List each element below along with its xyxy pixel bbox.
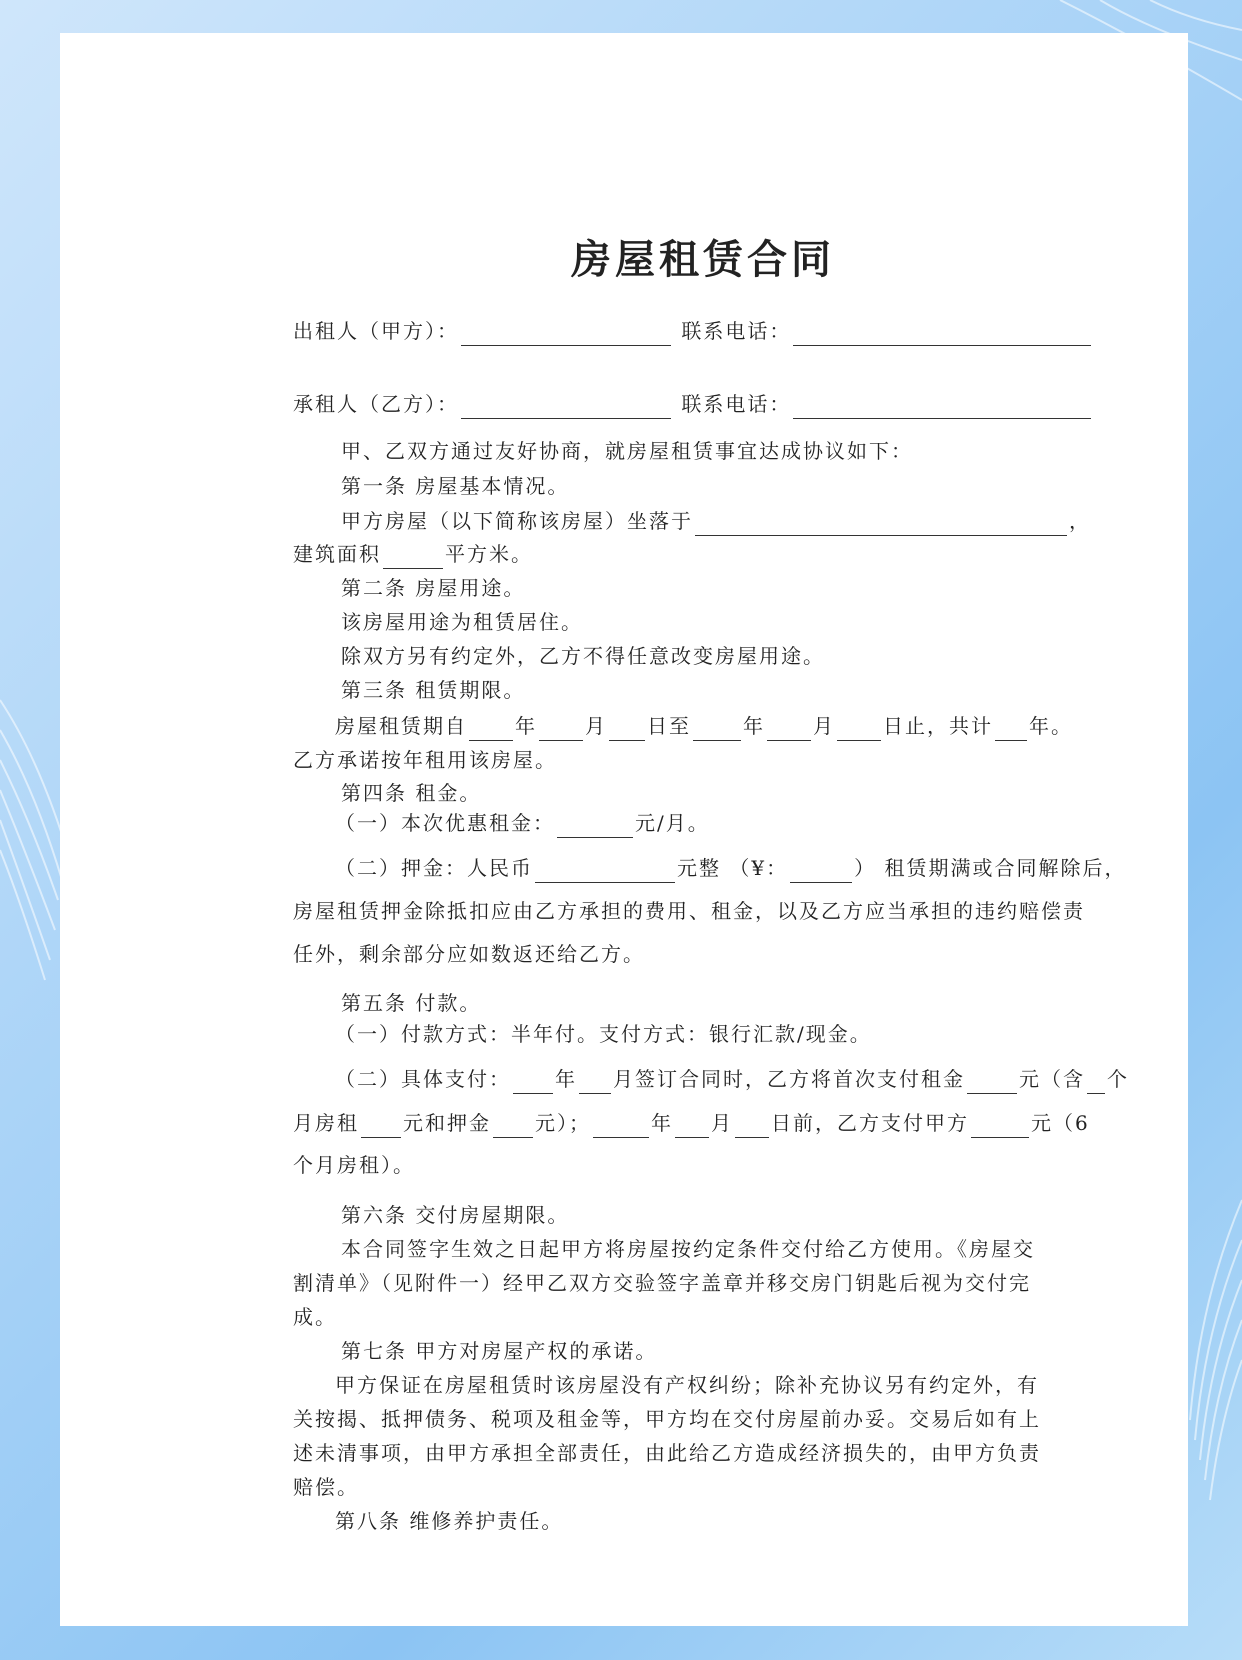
party-a-line xyxy=(293,316,1093,346)
party-b-name-blank xyxy=(461,396,671,419)
party-a-phone-label: 联系电话： xyxy=(681,319,792,343)
term-day-end: 日止，共计 xyxy=(883,714,993,738)
pay-month-2: 月 xyxy=(711,1111,733,1135)
article-7-l1: 甲方保证在房屋租赁时该房屋没有产权纠纷；除补充协议另有约定外，有 xyxy=(335,1373,1039,1397)
location-blank xyxy=(695,513,1067,536)
article-3-heading: 第三条 租赁期限。 xyxy=(341,678,526,702)
article-2-p1: 该房屋用途为租赁居住。 xyxy=(341,610,583,634)
article-8-heading: 第八条 维修养护责任。 xyxy=(335,1509,564,1533)
article-6-l3: 成。 xyxy=(293,1305,337,1329)
article-1-location-line xyxy=(341,506,1091,536)
article-7-l3: 述未清事项，由甲方承担全部责任，由此给乙方造成经济损失的，由甲方负责 xyxy=(293,1441,1041,1465)
document-page xyxy=(60,33,1188,1626)
article-4-heading: 第四条 租金。 xyxy=(341,781,482,805)
party-b-line xyxy=(293,389,1093,419)
article-2-heading: 第二条 房屋用途。 xyxy=(341,576,526,600)
rent-label: （一）本次优惠租金： xyxy=(335,811,555,835)
term-blank xyxy=(469,718,513,741)
article-4-deposit-l2: 房屋租赁押金除抵扣应由乙方承担的费用、租金，以及乙方应当承担的违约赔偿责 xyxy=(293,899,1085,923)
article-4-rent-line xyxy=(335,808,710,838)
pay-before: 日前，乙方支付甲方 xyxy=(771,1111,969,1135)
article-7-heading: 第七条 甲方对房屋产权的承诺。 xyxy=(341,1339,658,1363)
location-label: 甲方房屋（以下简称该房屋）坐落于 xyxy=(341,509,693,533)
article-5-pay1: （一）付款方式：半年付。支付方式：银行汇款/现金。 xyxy=(335,1022,872,1046)
pay-year: 年 xyxy=(555,1067,577,1091)
pay-blank xyxy=(675,1115,709,1138)
term-blank xyxy=(995,718,1027,741)
article-4-deposit-line xyxy=(335,853,1126,883)
term-blank xyxy=(837,718,881,741)
pay-month-rent: 月房租 xyxy=(293,1111,359,1135)
pay-blank xyxy=(513,1071,553,1094)
intro-text: 甲、乙双方通过友好协商，就房屋租赁事宜达成协议如下： xyxy=(341,439,913,463)
pay-blank xyxy=(967,1071,1017,1094)
rent-unit: 元/月。 xyxy=(635,811,710,835)
deposit-label: （二）押金：人民币 xyxy=(335,856,533,880)
party-b-phone-blank xyxy=(793,396,1091,419)
term-start-label: 房屋租赁期自 xyxy=(335,714,467,738)
term-blank xyxy=(539,718,583,741)
pay-blank xyxy=(971,1115,1029,1138)
area-label: 建筑面积 xyxy=(293,542,381,566)
pay-yuan: 元）； xyxy=(535,1111,591,1135)
deposit-terms: ） 租赁期满或合同解除后， xyxy=(854,856,1127,880)
article-1-heading: 第一条 房屋基本情况。 xyxy=(341,474,570,498)
pay-include: 元（含 xyxy=(1019,1067,1085,1091)
term-day-to: 日至 xyxy=(647,714,691,738)
term-blank xyxy=(693,718,741,741)
article-1-area-line xyxy=(293,539,533,569)
party-a-phone-blank xyxy=(793,323,1091,346)
pay-blank xyxy=(361,1115,401,1138)
party-a-label: 出租人（甲方）： xyxy=(293,319,459,343)
party-b-label: 承租人（乙方）： xyxy=(293,392,459,416)
term-year-2: 年 xyxy=(743,714,765,738)
article-7-l4: 赔偿。 xyxy=(293,1475,359,1499)
article-2-p2: 除双方另有约定外，乙方不得任意改变房屋用途。 xyxy=(341,644,825,668)
article-4-deposit-l3: 任外，剩余部分应如数返还给乙方。 xyxy=(293,942,645,966)
term-blank xyxy=(767,718,811,741)
article-5-pay4: 个月房租）。 xyxy=(293,1153,415,1177)
deposit-yen-blank xyxy=(790,860,852,883)
article-3-term-line xyxy=(335,711,1073,741)
area-blank xyxy=(383,546,443,569)
location-end: ， xyxy=(1069,509,1091,533)
pay-blank xyxy=(579,1071,611,1094)
article-5-pay3 xyxy=(293,1108,1090,1138)
pay-label: （二）具体支付： xyxy=(335,1067,511,1091)
pay-blank xyxy=(593,1115,649,1138)
party-a-name-blank xyxy=(461,323,671,346)
pay-blank xyxy=(493,1115,533,1138)
term-month-2: 月 xyxy=(813,714,835,738)
pay-blank xyxy=(1087,1071,1105,1094)
deposit-blank xyxy=(535,860,675,883)
pay-count: 个 xyxy=(1107,1067,1129,1091)
term-years: 年。 xyxy=(1029,714,1073,738)
article-3-p2: 乙方承诺按年租用该房屋。 xyxy=(293,748,557,772)
pay-six: 元（6 xyxy=(1031,1111,1090,1135)
article-6-heading: 第六条 交付房屋期限。 xyxy=(341,1203,570,1227)
article-5-heading: 第五条 付款。 xyxy=(341,991,482,1015)
article-6-l2: 割清单》（见附件一）经甲乙双方交验签字盖章并移交房门钥匙后视为交付完 xyxy=(293,1271,1031,1295)
party-b-phone-label: 联系电话： xyxy=(681,392,792,416)
term-month: 月 xyxy=(585,714,607,738)
article-7-l2: 关按揭、抵押债务、税项及租金等，甲方均在交付房屋前办妥。交易后如有上 xyxy=(293,1407,1041,1431)
document-title: 房屋租赁合同 xyxy=(571,237,835,283)
deposit-yuan: 元整 （¥： xyxy=(677,856,789,880)
pay-year-2: 年 xyxy=(651,1111,673,1135)
rent-blank xyxy=(557,815,633,838)
pay-blank xyxy=(735,1115,769,1138)
article-5-pay2 xyxy=(335,1064,1129,1094)
pay-first: 月签订合同时，乙方将首次支付租金 xyxy=(613,1067,965,1091)
pay-deposit: 元和押金 xyxy=(403,1111,491,1135)
term-year: 年 xyxy=(515,714,537,738)
article-6-l1: 本合同签字生效之日起甲方将房屋按约定条件交付给乙方使用。《房屋交 xyxy=(341,1237,1035,1261)
area-unit: 平方米。 xyxy=(445,542,533,566)
term-blank xyxy=(609,718,645,741)
